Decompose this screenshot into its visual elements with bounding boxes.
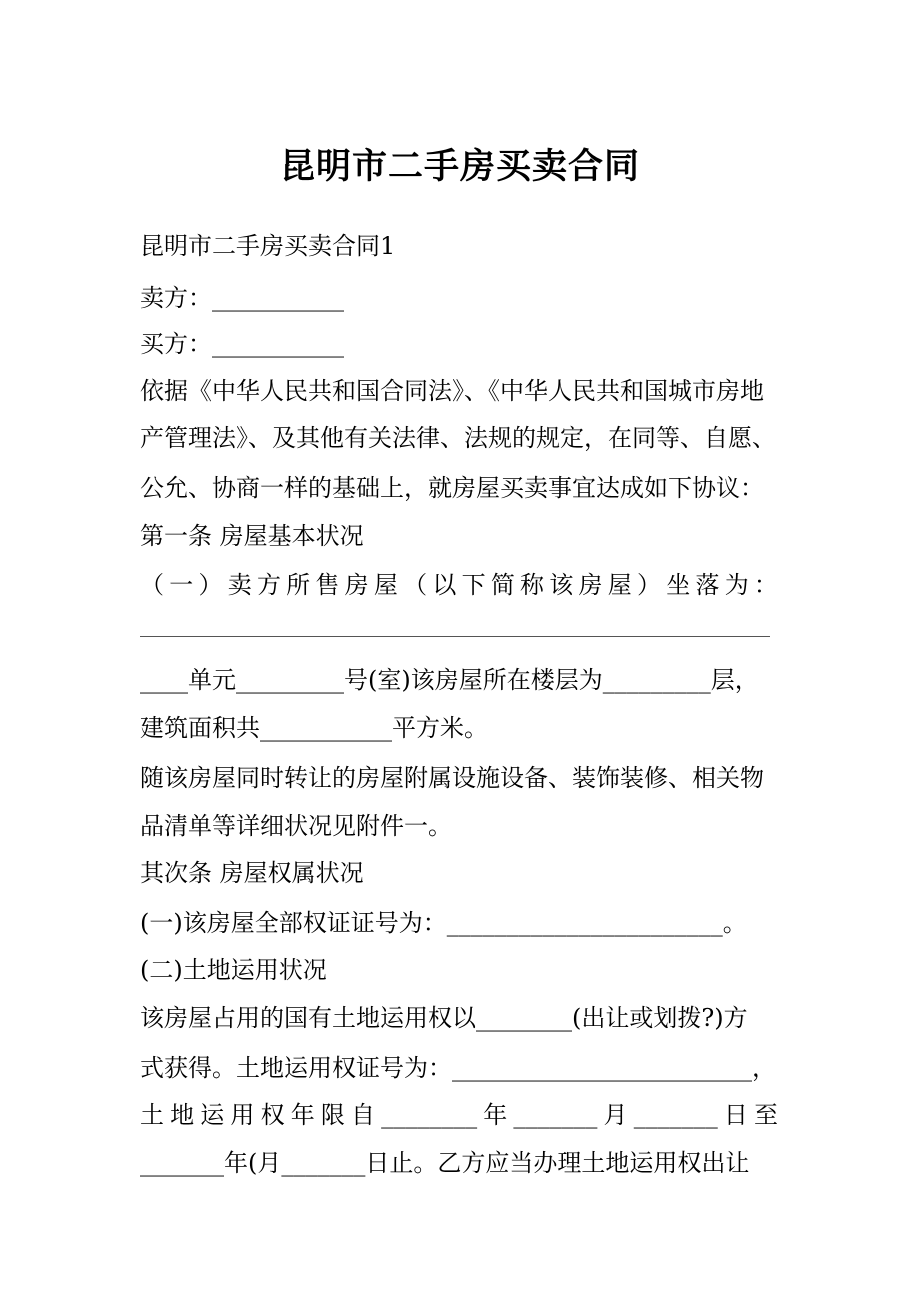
paragraph-line: 产管理法》、及其他有关法律、法规的规定，在同等、自愿、 bbox=[140, 424, 776, 452]
spread-char: 自 bbox=[350, 1101, 375, 1129]
spread-char: ） bbox=[198, 571, 223, 599]
spread-char: 一 bbox=[169, 571, 194, 599]
spread-char: 房 bbox=[344, 571, 369, 599]
spread-char: _______ bbox=[633, 1101, 718, 1129]
spread-char: 地 bbox=[170, 1101, 195, 1129]
spread-char: 简 bbox=[490, 571, 515, 599]
paragraph-line: 建筑面积共___________平方米。 bbox=[140, 714, 488, 742]
spread-char: 为 bbox=[724, 571, 749, 599]
land-term-line bbox=[140, 1097, 778, 1133]
paragraph-line: 随该房屋同时转让的房屋附属设施设备、装饰装修、相关物 bbox=[140, 764, 764, 792]
spread-char: 落 bbox=[695, 571, 720, 599]
spread-char: 至 bbox=[753, 1101, 778, 1129]
paragraph-line: 该房屋占用的国有土地运用权以________(出让或划拨?)方 bbox=[140, 1004, 748, 1032]
spread-char: 屋 bbox=[373, 571, 398, 599]
article-2-heading: 其次条 房屋权属状况 bbox=[140, 859, 364, 887]
spread-char: 权 bbox=[260, 1101, 285, 1129]
paragraph-line: (一)该房屋全部权证证号为：_______________________。 bbox=[140, 909, 747, 937]
paragraph-line: 依据《中华人民共和国合同法》、《中华人民共和国城市房地 bbox=[140, 377, 764, 405]
spread-char: 月 bbox=[603, 1101, 628, 1129]
paragraph-line: _______年(月_______日止。乙方应当办理土地运用权出让 bbox=[140, 1149, 750, 1177]
spread-char: ： bbox=[753, 571, 778, 599]
paragraph-line: 式获得。土地运用权证号为：_________________________， bbox=[140, 1054, 776, 1082]
seller-line: 卖方：___________ bbox=[140, 284, 344, 312]
property-location-line bbox=[140, 567, 778, 603]
document-title: 昆明市二手房买卖合同 bbox=[279, 146, 640, 187]
spread-char: 房 bbox=[578, 571, 603, 599]
paragraph-line: 公允、协商一样的基础上，就房屋买卖事宜达成如下协议： bbox=[140, 474, 764, 502]
spread-char: 日 bbox=[723, 1101, 748, 1129]
contract-heading: 昆明市二手房买卖合同1 bbox=[140, 232, 396, 260]
spread-char: 年 bbox=[483, 1101, 508, 1129]
spread-char: ） bbox=[636, 571, 661, 599]
spread-char: 该 bbox=[549, 571, 574, 599]
spread-char: 屋 bbox=[607, 571, 632, 599]
blank-fill-rule bbox=[140, 636, 770, 637]
spread-char: 年 bbox=[290, 1101, 315, 1129]
spread-char: 运 bbox=[200, 1101, 225, 1129]
article-1-heading: 第一条 房屋基本状况 bbox=[140, 522, 364, 550]
paragraph-line: (二)土地运用状况 bbox=[140, 956, 327, 984]
spread-char: 坐 bbox=[666, 571, 691, 599]
spread-char: ________ bbox=[381, 1101, 478, 1129]
spread-char: 所 bbox=[286, 571, 311, 599]
spread-char: 卖 bbox=[227, 571, 252, 599]
buyer-line: 买方：___________ bbox=[140, 330, 344, 358]
spread-char: 方 bbox=[256, 571, 281, 599]
paragraph-line: 品清单等详细状况见附件一。 bbox=[140, 812, 452, 840]
spread-char: 售 bbox=[315, 571, 340, 599]
spread-char: 下 bbox=[461, 571, 486, 599]
spread-char: 用 bbox=[230, 1101, 255, 1129]
spread-char: _______ bbox=[513, 1101, 598, 1129]
paragraph-line: ____单元_________号(室)该房屋所在楼层为_________层， bbox=[140, 666, 759, 694]
spread-char: 以 bbox=[432, 571, 457, 599]
spread-char: 称 bbox=[520, 571, 545, 599]
spread-char: （ bbox=[140, 571, 164, 599]
spread-char: 土 bbox=[140, 1101, 164, 1129]
spread-char: （ bbox=[403, 571, 428, 599]
spread-char: 限 bbox=[320, 1101, 345, 1129]
